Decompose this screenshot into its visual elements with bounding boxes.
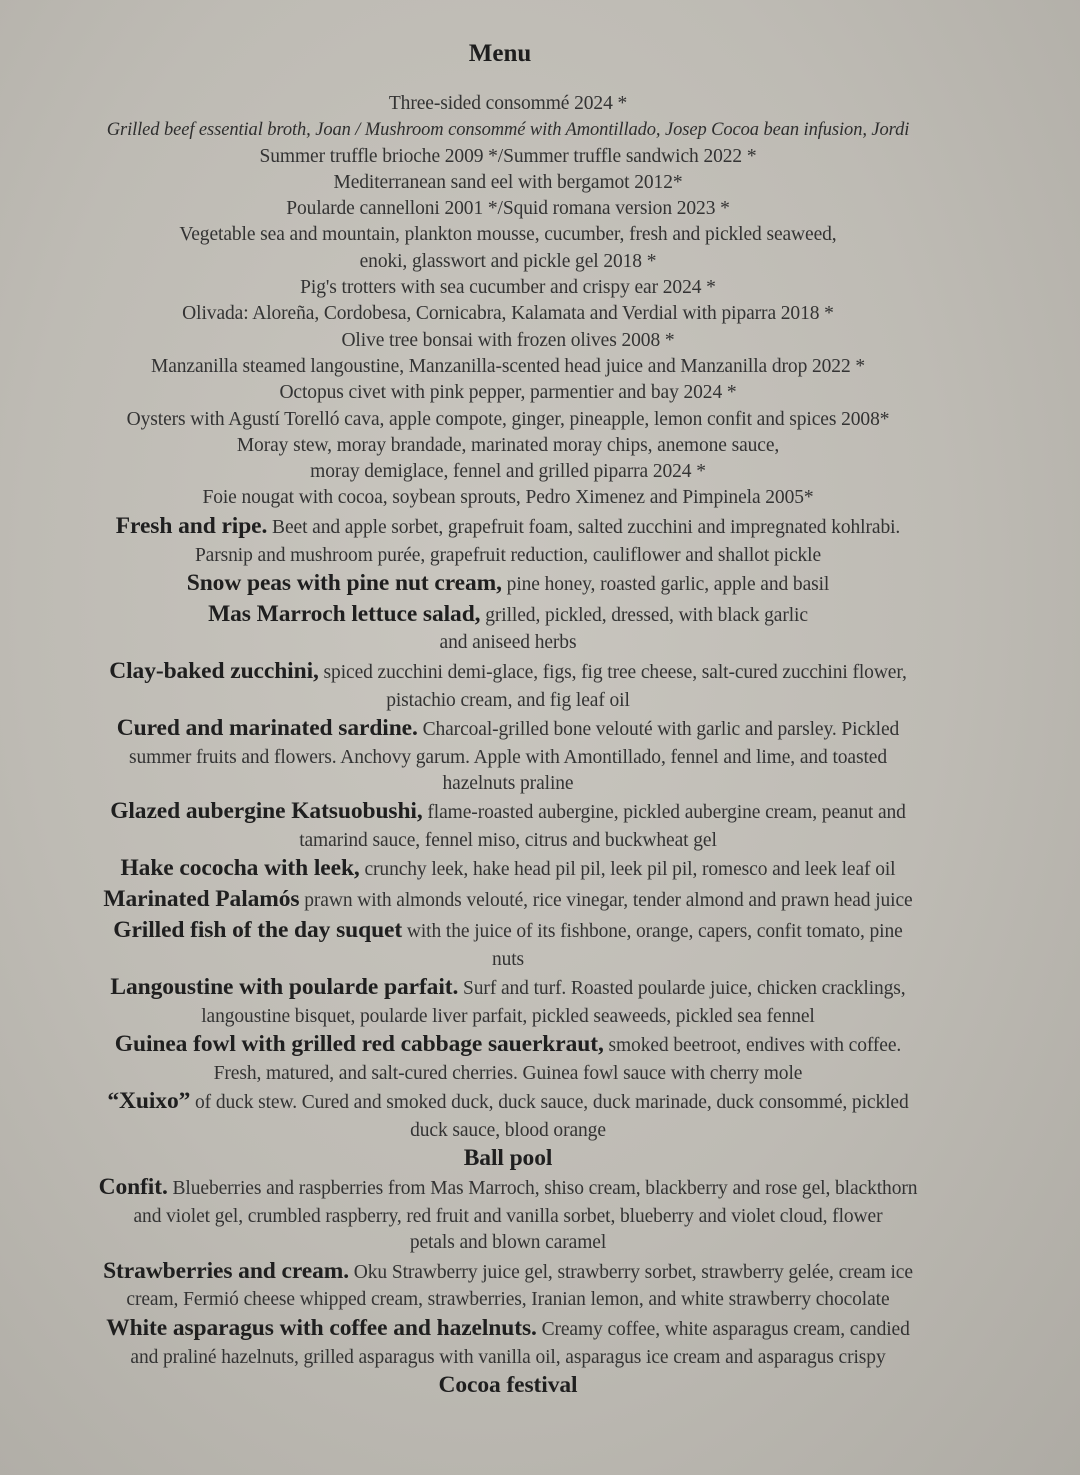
dessert-line <box>106 1314 910 1345</box>
dish-heading: Guinea fowl with grilled red cabbage sauerkraut, <box>114 1031 604 1058</box>
dessert-heading: White asparagus with coffee and hazelnuts. <box>106 1314 537 1341</box>
snack-line: Olive tree bonsai with frozen olives 2008 * <box>341 329 675 351</box>
section-heading-cocoa-festival: Cocoa festival <box>438 1371 578 1398</box>
dish-description: Beet and apple sorbet, grapefruit foam, salted zucchini and impregnated kohlrabi. <box>267 516 901 538</box>
dish-heading: Langoustine with poularde parfait. <box>110 974 459 1000</box>
dish-description: crunchy leek, hake head pil pil, leek pil pil, romesco and leek leaf oil <box>359 859 896 881</box>
dish-line <box>103 885 912 916</box>
snack-line: Mediterranean sand eel with bergamot 2012* <box>333 171 683 193</box>
section-heading-ball-pool: Ball pool <box>463 1145 553 1172</box>
dish-description: spiced zucchini demi-glace, figs, fig tree cheese, salt-cured zucchini flower, <box>318 661 907 683</box>
dish-line <box>110 797 906 828</box>
dessert-heading: Strawberries and cream. <box>103 1257 349 1284</box>
dish-description: flame-roasted aubergine, pickled aubergine cream, peanut and <box>422 802 906 824</box>
dish-heading: Mas Marroch lettuce salad, <box>208 600 481 627</box>
dish-heading: Grilled fish of the day suquet <box>113 916 403 943</box>
dish-description: Charcoal-grilled bone velouté with garlic and parsley. Pickled <box>417 718 900 740</box>
dish-description: prawn with almonds velouté, rice vinegar, tender almond and prawn head juice <box>299 890 913 912</box>
snack-line: Summer truffle brioche 2009 */Summer truffle sandwich 2022 * <box>259 145 757 167</box>
dessert-description-cont: petals and blown caramel <box>409 1232 607 1254</box>
dish-heading: Glazed aubergine Katsuobushi, <box>110 798 423 825</box>
dessert-description-cont: cream, Fermió cheese whipped cream, strawberries, Iranian lemon, and white strawberry chocolate <box>126 1289 890 1311</box>
dish-line <box>208 600 808 631</box>
menu-body <box>28 91 988 1400</box>
dessert-description-cont: and violet gel, crumbled raspberry, red fruit and vanilla sorbet, blueberry and violet cloud, flower <box>133 1206 883 1228</box>
dish-line <box>117 714 899 745</box>
dessert-heading: Confit. <box>98 1174 168 1201</box>
dish-line <box>109 657 907 688</box>
dessert-description-cont: and praliné hazelnuts, grilled asparagus with vanilla oil, asparagus ice cream and asparagus crispy <box>130 1346 886 1368</box>
dish-description: with the juice of its fishbone, orange, capers, confit tomato, pine <box>402 920 903 942</box>
snack-line: Moray stew, moray brandade, marinated moray chips, anemone sauce, <box>236 434 780 456</box>
dish-line <box>116 512 900 543</box>
snack-line: Olivada: Aloreña, Cordobesa, Cornicabra, Kalamata and Verdial with piparra 2018 * <box>182 303 834 325</box>
dish-description: of duck stew. Cured and smoked duck, duck sauce, duck marinade, duck consommé, pickled <box>190 1092 909 1114</box>
dish-description: pine honey, roasted garlic, apple and basil <box>501 573 830 595</box>
snack-line: Three-sided consommé 2024 * <box>388 93 628 114</box>
snack-line: Octopus civet with pink pepper, parmentier and bay 2024 * <box>279 382 737 404</box>
dish-heading: Clay-baked zucchini, <box>109 657 319 684</box>
dessert-line <box>103 1257 913 1288</box>
dish-description: Surf and turf. Roasted poularde juice, chicken cracklings, <box>458 978 906 999</box>
dish-description-cont: hazelnuts praline <box>442 772 574 794</box>
dish-description: grilled, pickled, dressed, with black garlic <box>480 604 808 626</box>
dish-description-cont: tamarind sauce, fennel miso, citrus and buckwheat gel <box>299 830 717 852</box>
dish-heading: Snow peas with pine nut cream, <box>186 569 502 596</box>
dish-heading: Marinated Palamós <box>103 886 300 913</box>
dish-description-cont: langoustine bisquet, poularde liver parfait, pickled seaweeds, pickled sea fennel <box>201 1005 815 1027</box>
dessert-description: Creamy coffee, white asparagus cream, candied <box>536 1318 910 1340</box>
dish-description-cont: nuts <box>491 948 525 970</box>
snack-line: Poularde cannelloni 2001 */Squid romana version 2023 * <box>286 198 730 220</box>
dish-line <box>110 973 905 1004</box>
snack-line: enoki, glasswort and pickle gel 2018 * <box>359 250 657 272</box>
dish-line <box>187 569 830 600</box>
dish-description-cont: duck sauce, blood orange <box>410 1119 606 1141</box>
dish-heading: Fresh and ripe. <box>115 512 268 539</box>
snack-line: Oysters with Agustí Torelló cava, apple compote, ginger, pineapple, lemon confit and spices 2008* <box>126 408 890 430</box>
snack-line: Vegetable sea and mountain, plankton mousse, cucumber, fresh and pickled seaweed, <box>179 224 837 246</box>
snack-line: moray demiglace, fennel and grilled piparra 2024 * <box>310 461 706 483</box>
dish-description: smoked beetroot, endives with coffee. <box>603 1035 902 1057</box>
dish-line <box>115 1030 901 1061</box>
dish-heading: Cured and marinated sardine. <box>116 714 418 741</box>
dish-line <box>113 916 902 947</box>
dessert-description: Oku Strawberry juice gel, strawberry sorbet, strawberry gelée, cream ice <box>349 1261 913 1283</box>
snack-line: Manzanilla steamed langoustine, Manzanilla-scented head juice and Manzanilla drop 2022 * <box>150 355 866 377</box>
dessert-description: Blueberries and raspberries from Mas Marroch, shiso cream, blackberry and rose gel, blackthorn <box>167 1178 918 1200</box>
dish-heading: “Xuixo” <box>107 1088 191 1115</box>
dish-line <box>107 1087 908 1118</box>
snack-line: Pig's trotters with sea cucumber and crispy ear 2024 * <box>300 277 716 299</box>
dish-heading: Hake cococha with leek, <box>120 855 360 882</box>
dish-description-cont: Parsnip and mushroom purée, grapefruit reduction, cauliflower and shallot pickle <box>194 544 822 566</box>
menu-title: Menu <box>468 40 532 67</box>
dish-description-cont: summer fruits and flowers. Anchovy garum. Apple with Amontillado, fennel and lime, and toasted <box>129 746 887 768</box>
dish-description-cont: pistachio cream, and fig leaf oil <box>386 689 630 711</box>
dessert-line <box>99 1173 918 1204</box>
dish-description-cont: Fresh, matured, and salt-cured cherries. Guinea fowl sauce with cherry mole <box>213 1062 803 1084</box>
snack-line: Grilled beef essential broth, Joan / Mushroom consommé with Amontillado, Josep Cocoa bean infusion, Jordi <box>106 120 910 141</box>
dish-line <box>121 854 896 885</box>
dish-description-cont: and aniseed herbs <box>439 632 577 654</box>
snack-line: Foie nougat with cocoa, soybean sprouts, Pedro Ximenez and Pimpinela 2005* <box>202 487 814 509</box>
